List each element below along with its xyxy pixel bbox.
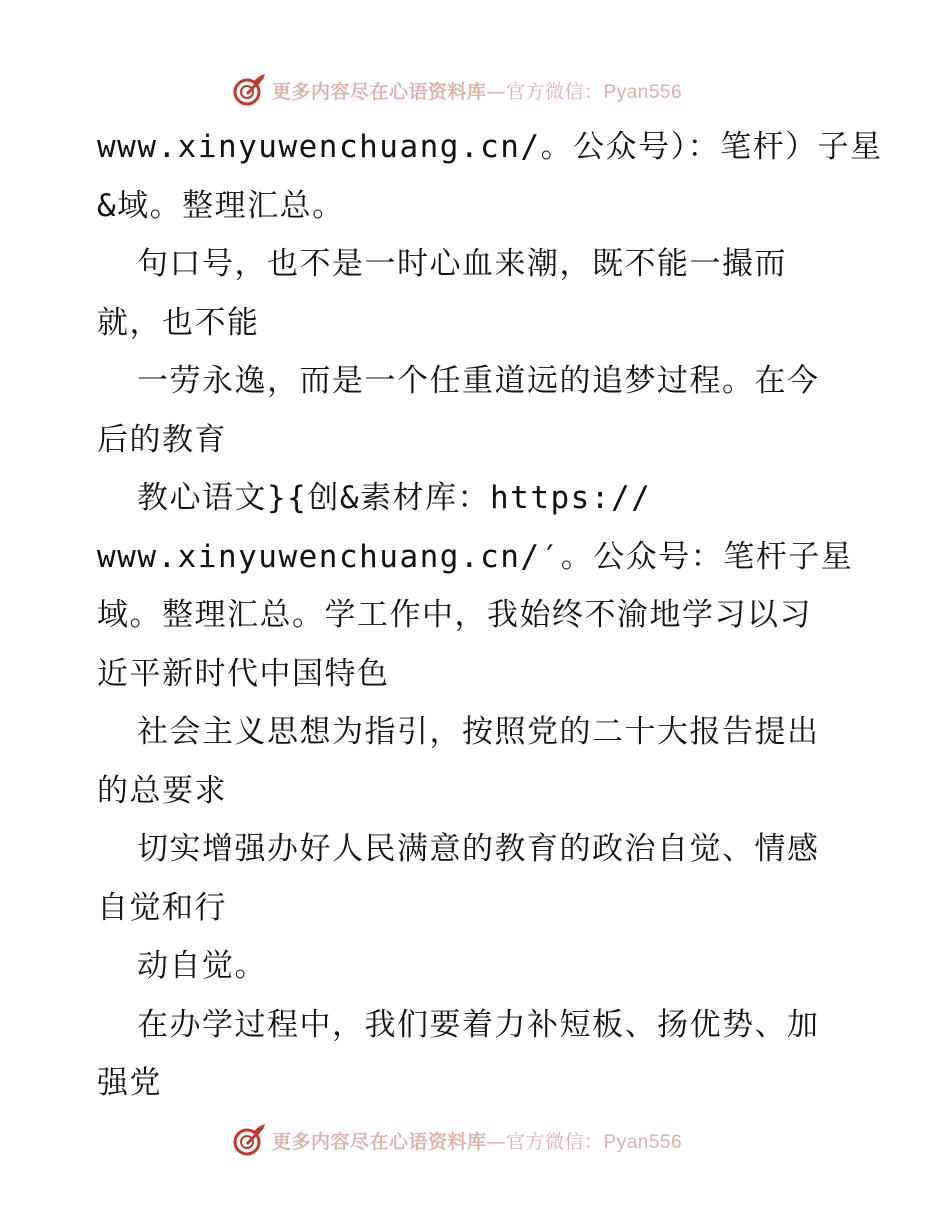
body-line: www.xinyuwenchuang.cn/′。公众号：笔杆子星 bbox=[97, 538, 854, 575]
body-line: 在办学过程中，我们要着力补短板、扬优势、加 bbox=[137, 1006, 820, 1043]
body-line: 近平新时代中国特色 bbox=[97, 655, 390, 692]
body-line: 社会主义思想为指引，按照党的二十大报告提出 bbox=[137, 714, 820, 750]
body-line: 动自觉。 bbox=[137, 948, 267, 984]
footer-banner bbox=[232, 1120, 752, 1160]
header-banner-wechat: 官方微信：Pyan556 bbox=[506, 81, 683, 103]
body-line: 域。整理汇总。学工作中，我始终不渝地学习以习 bbox=[97, 597, 812, 633]
header-banner-main: 更多内容尽在心语资料库 bbox=[272, 80, 487, 103]
header-banner-separator: — bbox=[486, 80, 507, 103]
footer-banner-main: 更多内容尽在心语资料库 bbox=[272, 1130, 487, 1153]
header-banner-text bbox=[272, 77, 682, 104]
body-text bbox=[97, 118, 883, 1113]
footer-banner-text bbox=[272, 1127, 682, 1154]
header-banner bbox=[232, 70, 752, 110]
body-line: 一劳永逸，而是一个任重道远的追梦过程。在今 bbox=[137, 363, 820, 399]
body-line: 就，也不能 bbox=[97, 304, 260, 341]
body-line: 句口号，也不是一时心血来潮，既不能一撮而 bbox=[137, 246, 787, 282]
body-line: www.xinyuwenchuang.cn/。公众号）：笔杆）子星 bbox=[97, 129, 883, 165]
body-line: 强党 bbox=[97, 1065, 162, 1101]
body-line: 教心语文}{创&素材库：https:// bbox=[137, 480, 652, 516]
quill-seal-logo-icon bbox=[232, 73, 266, 107]
body-line: 后的教育 bbox=[97, 421, 227, 458]
body-line: &域。整理汇总。 bbox=[97, 187, 345, 224]
footer-banner-wechat: 官方微信：Pyan556 bbox=[506, 1131, 683, 1153]
body-line: 自觉和行 bbox=[97, 889, 227, 926]
body-line: 的总要求 bbox=[97, 772, 227, 809]
body-line: 切实增强办好人民满意的教育的政治自觉、情感 bbox=[137, 831, 820, 867]
footer-banner-separator: — bbox=[486, 1130, 507, 1153]
quill-seal-logo-icon bbox=[232, 1123, 266, 1157]
